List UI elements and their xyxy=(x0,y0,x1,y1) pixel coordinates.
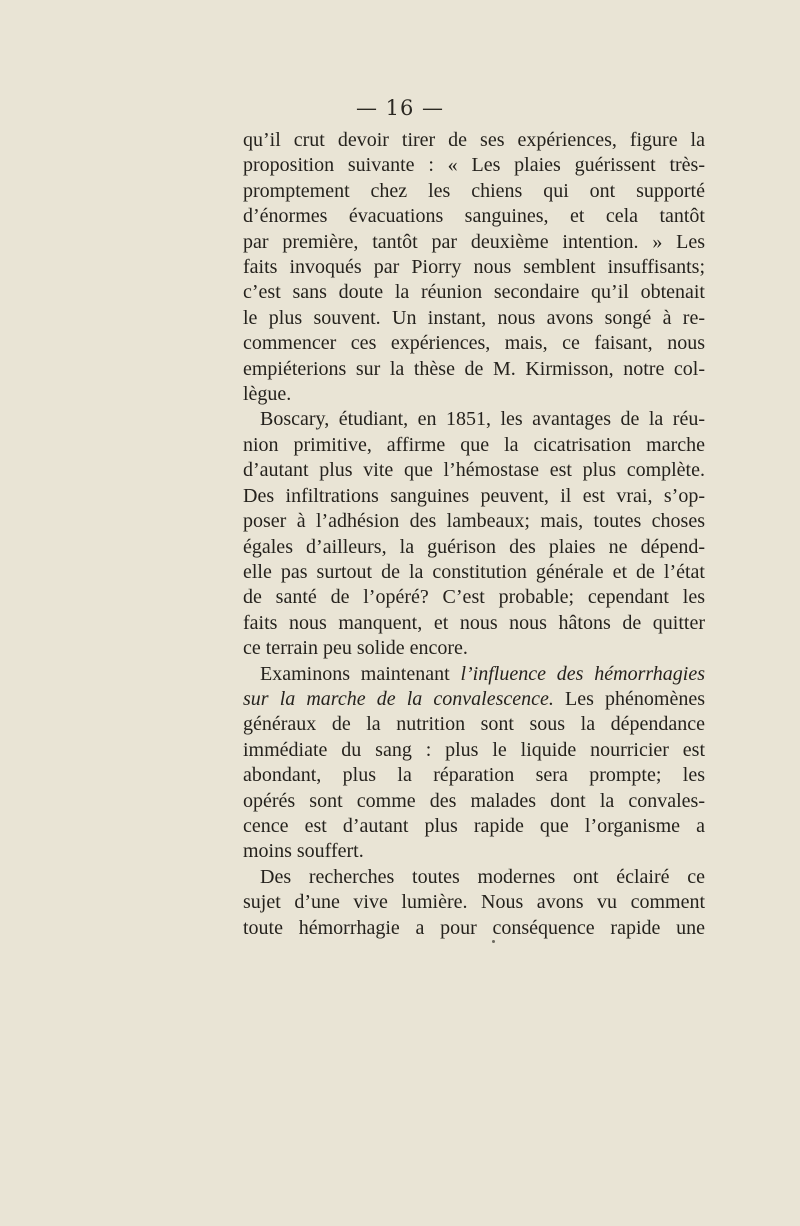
body-text xyxy=(243,128,705,941)
text-line: empiéterions sur la thèse de M. Kirmisson, notre col- xyxy=(243,357,705,380)
text-line: elle pas surtout de la constitution générale et de l’état xyxy=(243,560,705,583)
text-line: commencer ces expériences, mais, ce faisant, nous xyxy=(243,332,705,355)
text-line: promptement chez les chiens qui ont supporté xyxy=(243,179,705,202)
text-line: faits nous manquent, et nous nous hâtons de quitter xyxy=(243,611,705,634)
text-line: cence est d’autant plus rapide que l’organisme a xyxy=(243,814,705,837)
paragraph-1 xyxy=(243,128,705,407)
text-line: par première, tantôt par deuxième intention. » Les xyxy=(243,230,705,253)
text-run: Examinons maintenant xyxy=(260,662,461,685)
text-line: égales d’ailleurs, la guérison des plaies ne dépend- xyxy=(243,535,705,558)
text-line: opérés sont comme des malades dont la convales- xyxy=(243,789,705,812)
text-line: de santé de l’opéré? C’est probable; cependant les xyxy=(243,586,705,609)
text-line: abondant, plus la réparation sera prompte; les xyxy=(243,764,705,787)
text-line: sujet d’une vive lumière. Nous avons vu comment xyxy=(243,891,705,914)
text-line: nion primitive, affirme que la cicatrisation marche xyxy=(243,433,705,456)
text-line: Boscary, étudiant, en 1851, les avantages de la réu- xyxy=(260,408,705,431)
paragraph-3 xyxy=(243,662,705,865)
text-line: proposition suivante : « Les plaies guérissent très- xyxy=(243,154,705,177)
page-number: — 16 — xyxy=(355,96,445,120)
text-line: généraux de la nutrition sont sous la dépendance xyxy=(243,713,705,736)
text-line: ce terrain peu solide encore. xyxy=(243,637,468,660)
text-line: toute hémorrhagie a pour conséquence rapide une xyxy=(243,916,705,939)
text-line: Des infiltrations sanguines peuvent, il est vrai, s’op- xyxy=(243,484,705,507)
italic-text: sur la marche de la convalescence. xyxy=(243,687,554,710)
text-line: le plus souvent. Un instant, nous avons songé à re- xyxy=(243,306,705,329)
text-line: qu’il crut devoir tirer de ses expériences, figure la xyxy=(243,129,705,151)
text-line xyxy=(243,662,705,687)
text-run: Les phénomènes xyxy=(553,687,705,710)
text-line: faits invoqués par Piorry nous semblent insuffisants; xyxy=(243,256,705,279)
text-line: d’autant plus vite que l’hémostase est plus complète. xyxy=(243,459,705,482)
text-line: immédiate du sang : plus le liquide nourricier est xyxy=(243,738,705,761)
text-line: c’est sans doute la réunion secondaire qu’il obtenait xyxy=(243,281,705,304)
text-line: lègue. xyxy=(243,383,292,406)
text-line: d’énormes évacuations sanguines, et cela tantôt xyxy=(243,205,705,228)
paper-speck xyxy=(492,940,495,943)
text-line xyxy=(243,687,705,712)
paragraph-2 xyxy=(243,407,705,661)
text-line: Des recherches toutes modernes ont éclairé ce xyxy=(260,865,705,888)
paragraph-4 xyxy=(243,865,705,941)
text-line: poser à l’adhésion des lambeaux; mais, toutes choses xyxy=(243,510,705,533)
italic-text: l’influence des hémorrhagies xyxy=(460,662,705,685)
text-line: moins souffert. xyxy=(243,840,364,863)
